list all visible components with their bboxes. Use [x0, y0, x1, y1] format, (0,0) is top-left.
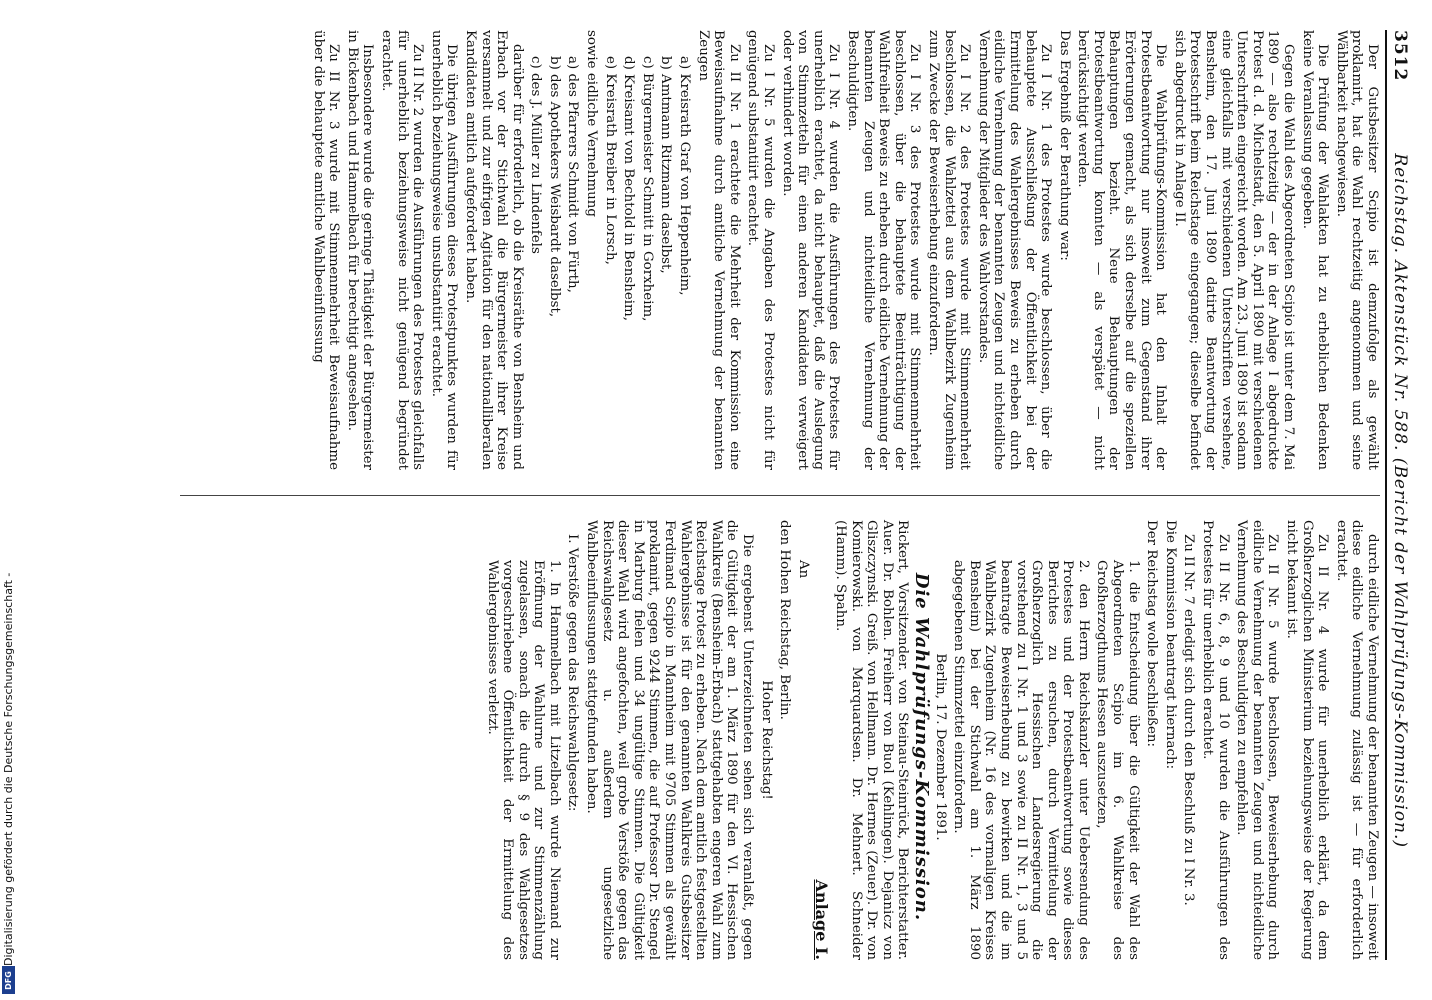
paragraph: c) Bürgermeister Schmitt in Gorxheim, [639, 56, 655, 322]
paragraph: Zu II Nr. 3 wurde mit Stimmenmehrheit Beweisaufnahme über die behauptete amtliche Wahlbeeinflussung [310, 30, 342, 470]
paragraph: e) Kreisrath Breiber in Lorsch, [602, 56, 618, 265]
paragraph: Die Wahlprüfungs-Kommission hat den Inhalt der Protestbeantwortung nur insoweit zum Gegenstand ihrer Erörterungen gemacht, als sich derselbe auf die speziellen Behauptungen bezieht. Neue Behauptungen der Protestbeantwortung konnten — als verspätet — nicht berücksichtigt werden. [1075, 30, 1169, 470]
paragraph: b) des Apothekers Weisbardt daselbst, [546, 56, 562, 318]
address-to: An [795, 560, 811, 579]
page-number: 3512 [1390, 30, 1410, 82]
paragraph: Zu I Nr. 5 wurden die Angaben des Protestes nicht für genügend substantiirt erachtet. [745, 30, 777, 470]
column-divider [180, 495, 1380, 496]
signatories: Rickert, Vorsitzender. von Steinau-Steinrück, Berichterstatter. Auer. Dr. Bohlen. Freiherr von Buol (Kehlingen). Dejanicz von Gliszczynski. Greiß. von Hellmann. Dr. Hermes (Zeuer). Dr. von Komierowski. von Marquardsen. Dr. Mehnert. Schneider (Hamm). Spahn. [833, 520, 911, 960]
paragraph: Zu II Nr. 5 wurde beschlossen, Beweiserhebung durch eidliche Vernehmung der benannten Zeugen und nichteidliche Vernehmung des Beschuldigten zu empfehlen. [1234, 520, 1281, 960]
paragraph: Die ergebenst Unterzeichneten sehen sich veranlaßt, gegen die Gültigkeit der am 1. März 1890 für den VI. Hessischen Wahlkreis (Bensheim-Erbach) stattgehabten engeren Wahl zum Reichstage Protest zu erheben. Nach dem amtlich festgestellten Wahlergebnisse ist für den genannten Wahlkreis Gutsbesitzer Ferdinand Scipio in Mannheim mit 9705 Stimmen als gewählt proklamirt, gegen 9244 Stimmen, die auf Professor Dr. Stengel in Marburg fielen und 34 ungültige Stimmen. Die Gültigkeit dieser Wahl wird angefochten, weil grobe Verstöße gegen das Reichswahlgesetz u. außerdem ungesetzliche Wahlbeeinflussungen stattgefunden haben. [584, 520, 756, 960]
right-column [110, 520, 1380, 960]
paragraph: b) Amtmann Ritzmann daselbst, [658, 56, 674, 274]
right-column-text [951, 520, 1380, 960]
paragraph: Das Ergebniß der Berathung war: [1056, 30, 1072, 261]
paragraph: Zu I Nr. 2 des Protestes wurde mit Stimmenmehrheit beschlossen, die Wahlzettel aus dem Wahlbezirk Zugenheim zum Zwecke der Beweiserhebung einzufordern. [925, 30, 973, 470]
running-head: Reichstag. Aktenstück Nr. 588. (Bericht der Wahlprüfungs-Kommission.) [1390, 153, 1410, 849]
paragraph: sowie eidliche Vernehmung [584, 30, 600, 217]
paragraph: Die Prüfung der Wahlakten hat zu erheblichen Bedenken keine Veranlassung gegeben. [1299, 30, 1331, 470]
paragraph: Zu II Nr. 4 wurde für unerheblich erklärt, da dem Großherzoglichen Ministerium beziehungsweise der Regierung nicht bekannt ist. [1284, 520, 1331, 960]
paragraph: darüber für erforderlich, ob die Kreisräthe von Bensheim und Erbach vor der Stichwahl die Bürgermeister ihrer Kreise versammelt und zur eifrigen Agitation für den nationalliberalen Kandidaten amtlich aufgefordert haben. [462, 30, 525, 470]
paragraph: Zu II Nr. 7 erledigt sich durch den Beschluß zu I Nr. 3. [1181, 534, 1197, 906]
paragraph: a) des Pfarrers Schmidt von Fürth, [565, 56, 581, 293]
paragraph: Zu I Nr. 3 des Protestes wurde mit Stimmenmehrheit beschlossen, über die behauptete Beeinträchtigung der Wahlfreiheit Beweis zu erheben durch eidliche Vernehmung der benannten Zeugen und nichteidliche Vernehmung der Beschuldigten. [845, 30, 923, 470]
paragraph: Zu II Nr. 2 wurden die Ausführungen des Protestes gleichfalls für unerheblich beziehungsweise nicht genügend begründet erachtet. [378, 30, 426, 470]
letter-text [484, 520, 755, 960]
left-column [110, 30, 1380, 470]
paragraph: Zu I Nr. 4 wurden die Ausführungen des Protestes für unerheblich erachtet, da nicht behauptet, daß die Auslegung von Stimmzetteln für einen anderen Kandidaten verweigert oder verhindert worden. [779, 30, 842, 470]
paragraph: Zu II Nr. 6, 8, 9 und 10 wurden die Ausführungen des Protestes für unerheblich erachtet. [1200, 520, 1231, 960]
paragraph: Gegen die Wahl des Abgeordneten Scipio ist unter dem 7. Mai 1890 — also rechtzeitig — der in der Anlage I abgedruckte Protest d. d. Michelstadt, den 5. April 1890 mit verschiedenen Unterschriften eingereicht worden. Am 23. Juni 1890 ist sodann eine gleichfalls mit verschiedenen Unterschriften versehene, Bensheim, den 17. Juni 1890 datirte Beantwortung der Protestschrift beim Reichstage eingegangen; dieselbe befindet sich abgedruckt in Anlage II. [1171, 30, 1297, 470]
report-date: Berlin, 17. Dezember 1891. [932, 653, 948, 841]
paragraph: 1. In Hammelbach mit Litzelbach wurde Niemand zur Eröffnung der Wahlurne und zur Stimmenzählung zugelassen, sonach die durch § 9 des Wahlgesetzes vorgeschriebene Öffentlichkeit der Ermittelung des Wahlergebnisses verletzt. [484, 560, 562, 960]
paragraph: 2. den Herrn Reichskanzler unter Uebersendung des Protestes und der Protestbeantwortung sowie dieses Berichtes zu ersuchen, durch Vermittelung der Großherzoglich Hessischen Landesregierung die vorstehend zu I Nr. 1 und 3 sowie zu II Nr. 1, 3 und 5 beantragte Beweiserhebung zu bewirken und die im Wahlbezirk Zugenheim (Nr. 16 des vormaligen Kreises Bensheim) bei der Stichwahl am 1. März 1890 abgegebenen Stimmzettel einzufordern. [951, 560, 1091, 960]
digitization-credit: Digitalisierung gefördert durch die Deutsche Forschungsgemeinschaft - [2, 572, 15, 966]
paragraph: Insbesondere wurde die geringe Thätigkeit der Bürgermeister in Bickenbach und Hammelbach für berechtigt angesehen. [344, 30, 376, 470]
scanned-page [102, 0, 1432, 1000]
annex-heading: Anlage I. [812, 879, 832, 960]
paragraph: I. Verstöße gegen das Reichswahlgesetz: [565, 534, 581, 812]
paragraph: Zu II Nr. 1 erachtete die Mehrheit der Kommission eine Beweisaufnahme durch amtliche Vernehmung der benannten Zeugen [695, 30, 742, 470]
paragraph: a) Kreisrath Graf von Heppenheim, [677, 56, 693, 296]
paragraph: durch eidliche Vernehmung der benannten Zeugen — insoweit diese eidliche Vernehmung zulässig ist — für erforderlich erachtet. [1333, 520, 1380, 960]
salutation: Hoher Reichstag! [758, 680, 774, 800]
digitization-strip [0, 0, 18, 1000]
paragraph: Zu I Nr. 1 des Protestes wurde beschlossen, über die behauptete Ausschließung der Öffentlichkeit bei der Ermittelung des Wahlergebnisses Beweis zu erheben durch eidliche Vernehmung der benannten Zeugen und nichteidliche Vernehmung der Mitglieder des Wahlvorstandes. [975, 30, 1054, 470]
address-body: den Hohen Reichstag, Berlin. [777, 520, 793, 720]
paragraph: Der Gutsbesitzer Scipio ist demzufolge als gewählt proklamirt, hat die Wahl rechtzeitig angenommen und seine Wählbarkeit nachgewiesen. [1333, 30, 1380, 470]
paragraph: 1. die Entscheidung über die Gültigkeit der Wahl des Abgeordneten Scipio im 6. Wahlkreise des Großherzogthums Hessen auszusetzen, [1094, 560, 1141, 960]
paragraph: d) Kreisamt von Bechtold in Bensheim, [621, 56, 637, 322]
page-header [1385, 30, 1422, 960]
paragraph: Die Kommission beantragt hiernach: [1162, 520, 1178, 770]
commission-title: Die Wahlprüfungs-Kommission. [910, 572, 932, 922]
paragraph: c) des J. Müller zu Lindenfels [528, 56, 544, 254]
paragraph: Die übrigen Ausführungen dieses Protestpunktes wurden für unerheblich beziehungsweise unsubstantiirt erachtet. [428, 30, 460, 470]
dfg-logo [2, 966, 15, 994]
dfg-logo-text: DFG [4, 970, 14, 990]
paragraph: Der Reichstag wolle beschließen: [1144, 520, 1160, 748]
